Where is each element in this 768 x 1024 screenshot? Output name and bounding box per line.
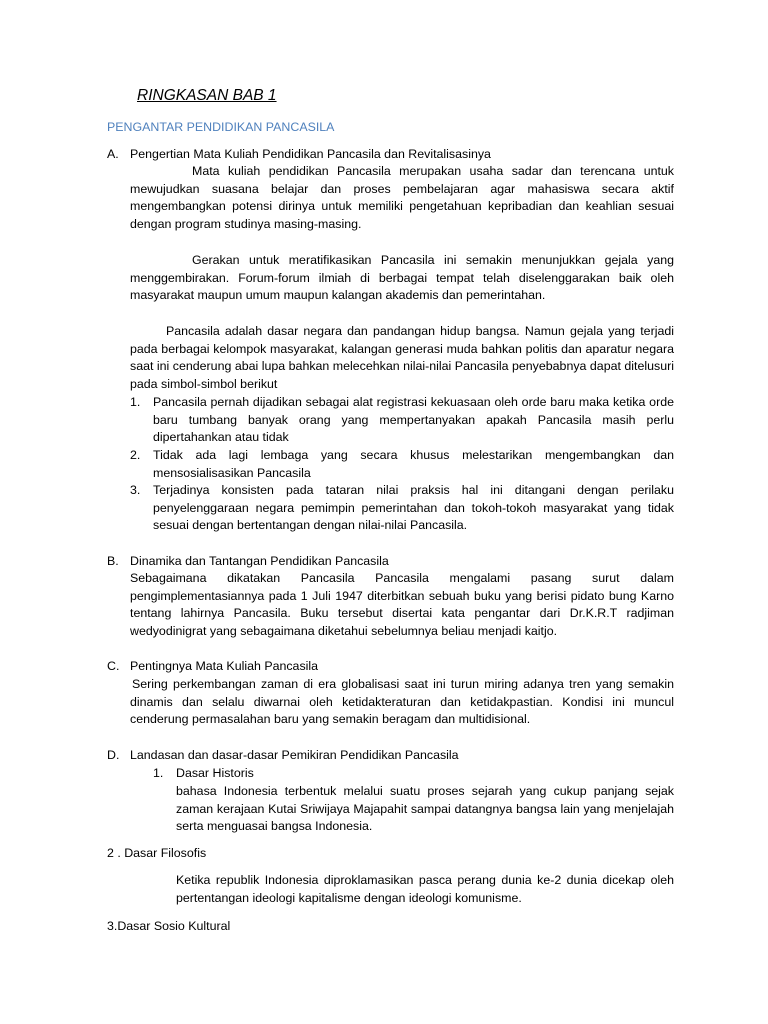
subsection-historis-number: 1. [153,766,164,780]
section-c-paragraph [130,676,674,729]
section-a-paragraph-1-text: Mata kuliah pendidikan Pancasila merupakan usaha sadar dan terencana untuk mewujudkan suasana belajar dan proses pembelajaran agar mahasiswa secara aktif mengembangkan potensi dirinya untuk memiliki pengetahuan kepribadian dan keahlian sesuai dengan program studinya masing-masing. [130,164,674,232]
list-item-text: Terjadinya konsisten pada tataran nilai praksis hal ini ditangani dengan perilaku penyelenggaraan negara pemimpin pemerintahan dan tokoh-tokoh masyarakat yang tidak sesuai dengan bertentangan dengan nilai-nilai Pancasila. [153,483,674,533]
section-a-heading [107,146,491,164]
subsection-historis-paragraph [176,783,674,836]
subsection-historis-text: bahasa Indonesia terbentuk melalui suatu proses sejarah yang cukup panjang sejak zaman kerajaan Kutai Sriwijaya Majapahit sampai datangnya bangsa lain yang menjelajah serta menguasai bangsa Indonesia. [176,784,674,834]
section-b-title: Dinamika dan Tantangan Pendidikan Pancasila [130,554,389,568]
subsection-sosio-kultural-title: 3.Dasar Sosio Kultural [107,919,231,933]
list-item-text: Tidak ada lagi lembaga yang secara khusus melestarikan mengembangkan dan mensosialisasikan Pancasila [153,448,674,480]
section-b-letter: B. [107,554,119,568]
section-c-letter: C. [107,659,120,673]
list-item [130,447,674,482]
subsection-filosofis-title: 2 . Dasar Filosofis [107,846,207,860]
document-title: RINGKASAN BAB 1 [137,87,277,104]
subsection-sosio-kultural-heading [107,918,407,936]
subsection-historis-heading [153,765,254,783]
list-item-number: 2. [130,448,141,462]
list-item [130,394,674,447]
subsection-filosofis-paragraph [176,872,674,907]
section-d-heading [107,747,459,765]
list-item-number: 3. [130,483,141,497]
subsection-filosofis-heading [107,845,407,863]
section-c-heading [107,658,318,676]
section-a-paragraph-3-text: Pancasila adalah dasar negara dan pandangan hidup bangsa. Namun gejala yang terjadi pada berbagai kelompok masyarakat, kalangan generasi muda bahkan politis dan aparatur negara saat ini cenderung abai lupa bahkan melecehkan nilai-nilai Pancasila penyebabnya dapat ditelusuri pada simbol-simbol berikut [130,324,674,392]
section-d-title: Landasan dan dasar-dasar Pemikiran Pendidikan Pancasila [130,748,459,762]
subsection-filosofis-text: Ketika republik Indonesia diproklamasikan pasca perang dunia ke-2 dunia dicekap oleh pertentangan ideologi kapitalisme dengan ideologi komunisme. [176,873,674,905]
document-subtitle: PENGANTAR PENDIDIKAN PANCASILA [107,120,335,134]
section-b-paragraph-text: Sebagaimana dikatakan Pancasila Pancasila mengalami pasang surut dalam pengimplementasiannya pada 1 Juli 1947 diterbitkan sebuah buku yang berisi pidato bung Karno tentang lahirnya Pancasila. Buku tersebut disertai kata pengantar dari Dr.K.R.T radjiman wedyodinigrat yang sebagaimana diketahui sebelumnya beliau menjadi kaitjo. [130,571,674,639]
section-b-paragraph [130,570,674,641]
section-d-letter: D. [107,748,120,762]
section-a-title: Pengertian Mata Kuliah Pendidikan Pancasila dan Revitalisasinya [130,147,491,161]
section-b-heading [107,553,389,571]
section-c-paragraph-text: Sering perkembangan zaman di era globalisasi saat ini turun miring adanya tren yang semakin dinamis dan selalu diwarnai oleh ketidakteraturan dan ketidakpastian. Kondisi ini muncul cenderung permasalahan baru yang semakin beragam dan multidisional. [130,677,674,727]
section-a-paragraph-3 [130,323,674,394]
list-item-number: 1. [130,395,141,409]
section-a-paragraph-2 [130,252,674,305]
section-c-title: Pentingnya Mata Kuliah Pancasila [130,659,319,673]
section-a-letter: A. [107,147,119,161]
list-item-text: Pancasila pernah dijadikan sebagai alat registrasi kekuasaan oleh orde baru maka ketika orde baru tumbang banyak orang yang mempertanyakan apakah Pancasila masih perlu dipertahankan atau tidak [153,395,674,445]
section-a-paragraph-1 [130,163,674,234]
section-a-paragraph-2-text: Gerakan untuk meratifikasikan Pancasila ini semakin menunjukkan gejala yang menggembirakan. Forum-forum ilmiah di berbagai tempat telah diselenggarakan baik oleh masyarakat maupun umum maupun kalangan akademis dan pemerintahan. [130,253,674,303]
list-item [130,482,674,535]
subsection-historis-title: Dasar Historis [176,766,254,780]
